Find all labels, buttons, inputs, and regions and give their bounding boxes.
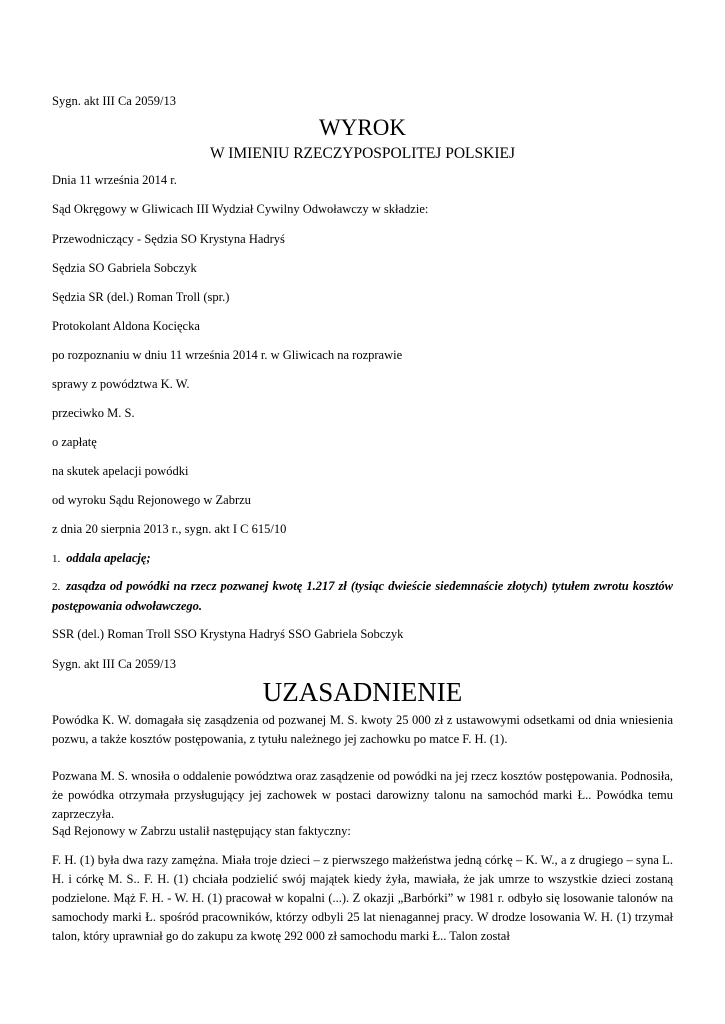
ruling-item-text: oddala apelację; [66, 551, 151, 565]
case-defendant: przeciwko M. S. [52, 406, 135, 420]
judgment-date: Dnia 11 września 2014 r. [52, 173, 177, 187]
justification-paragraph-2: Pozwana M. S. wnosiła o oddalenie powództwa oraz zasądzenie od powódki na jej rzecz kosztów postępowania. Podnosiła, że powódka otrzymała przysługujący jej zachowek w postaci darowizny talonu na samochód marki Ł.. Powódka temu zaprzeczyła. [52, 769, 673, 821]
justification-paragraph-3: Sąd Rejonowy w Zabrzu ustalił następujący stan faktyczny: [52, 824, 351, 838]
justification-paragraph-1: Powódka K. W. domagała się zasądzenia od pozwanej M. S. kwoty 25 000 zł z ustawowymi odsetkami od dnia wniesienia pozwu, a także kosztów postępowania, z tytułu należnego jej zachowku po matce F. H. (1). [52, 713, 673, 746]
appeal-info: na skutek apelacji powódki [52, 464, 189, 478]
ruling-item-text: zasądza od powódki na rzecz pozwanej kwotę 1.217 zł (tysiąc dwieście siedemnaście złotych) tytułem zwrotu kosztów postępowania odwoławczego. [52, 579, 673, 613]
hearing-info: po rozpoznaniu w dniu 11 września 2014 r. w Gliwicach na rozprawie [52, 348, 403, 362]
judge-1: Sędzia SO Gabriela Sobczyk [52, 261, 197, 275]
ruling-item-number: 1. [52, 553, 61, 565]
court-clerk: Protokolant Aldona Kocięcka [52, 319, 200, 333]
justification-reference: Sygn. akt III Ca 2059/13 [52, 657, 176, 671]
judgment-title: WYROK [319, 115, 406, 140]
signatures: SSR (del.) Roman Troll SSO Krystyna Hadryś SSO Gabriela Sobczyk [52, 627, 404, 641]
case-claimant: sprawy z powództwa K. W. [52, 377, 190, 391]
presiding-judge: Przewodniczący - Sędzia SO Krystyna Hadryś [52, 232, 285, 246]
justification-title: UZASADNIENIE [262, 677, 463, 707]
lower-court-ruling: od wyroku Sądu Rejonowego w Zabrzu [52, 493, 251, 507]
ruling-item-number: 2. [52, 581, 61, 593]
case-subject: o zapłatę [52, 435, 97, 449]
court-composition: Sąd Okręgowy w Gliwicach III Wydział Cywilny Odwoławczy w składzie: [52, 202, 429, 216]
judge-2: Sędzia SR (del.) Roman Troll (spr.) [52, 290, 230, 304]
lower-court-ruling-date: z dnia 20 sierpnia 2013 r., sygn. akt I C 615/10 [52, 522, 287, 536]
ruling-item-1 [52, 550, 151, 567]
judgment-subtitle: W IMIENIU RZECZYPOSPOLITEJ POLSKIEJ [210, 145, 515, 162]
ruling-item-2 [52, 577, 673, 616]
case-reference: Sygn. akt III Ca 2059/13 [52, 94, 176, 108]
justification-paragraph-4: F. H. (1) była dwa razy zamężna. Miała troje dzieci – z pierwszego małżeństwa jedną córkę – K. W., a z drugiego – syna L. H. i córkę M. S.. F. H. (1) chciała podzielić swój majątek kiedy żyła, mawiała, że jak umrze to wszystkie dzieci zostaną podzielone. Mąż F. H. - W. H. (1) pracował w kopalni (...). Z okazji „Barbórki” w 1981 r. odbyło się losowanie talonów na samochody marki Ł. spośród pracowników, którzy odbyli 25 lat nienagannej pracy. W drodze losowania W. H. (1) trzymał talon, który uprawniał go do zakupu za kwotę 292 000 zł samochodu marki Ł.. Talon został [52, 853, 673, 943]
